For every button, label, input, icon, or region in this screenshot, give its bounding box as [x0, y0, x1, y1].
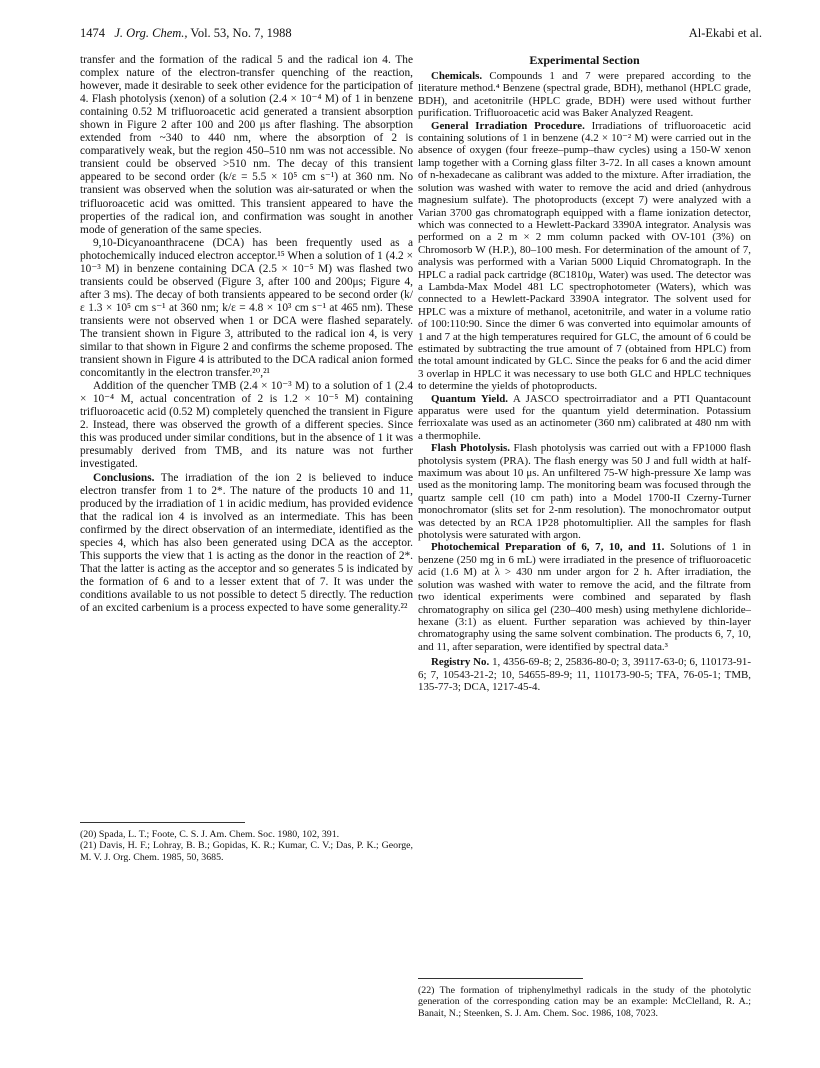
volume-info: Vol. 53, No. 7, 1988	[190, 26, 292, 40]
running-header	[80, 26, 762, 44]
footnote-rule	[418, 978, 583, 979]
paragraph-chemicals	[418, 70, 751, 120]
footnotes-left	[80, 822, 413, 863]
footnote-22: (22) The formation of triphenylmethyl radicals in the study of the photolytic generation of the corresponding cation may be an example: McClelland, R. A.; Banait, N.; Steenken, S. J. Am. Chem. Soc. 1986, 108, 7023.	[418, 985, 751, 1019]
registry-heading: Registry No.	[431, 656, 490, 669]
right-column	[418, 54, 751, 693]
quantum-yield-heading: Quantum Yield.	[431, 392, 509, 405]
conclusions-heading: Conclusions.	[93, 471, 155, 484]
footnote-rule	[80, 822, 245, 823]
footnotes-right	[418, 978, 751, 1019]
paragraph-tmb-quencher: Addition of the quencher TMB (2.4 × 10⁻³ M) to a solution of 1 (2.4 × 10⁻⁴ M, actual concentration of 2 is 1.2 × 10⁻⁵ M) containing trifluoroacetic acid (0.52 M) completely quenched the transient in Figure 2. Instead, there was observed the growth of a different species. Since this was produced under similar conditions, but in the absence of 1 it was presumably derived from TMB, and its nature was not further investigated.	[80, 380, 413, 471]
quantum-yield-text: A JASCO spectroirradiator and a PTI Quantacount apparatus were used for the quantum yield determination. Potassium ferrioxalate was used as an actinometer (360 nm) calibrated at 480 nm with a thermophile.	[418, 392, 751, 442]
preparation-heading: Photochemical Preparation of 6, 7, 10, and 11.	[431, 541, 665, 554]
paragraph-photochemical-preparation	[418, 541, 751, 653]
section-title: Experimental Section	[529, 53, 640, 67]
preparation-text: Solutions of 1 in benzene (250 mg in 6 mL) were irradiated in the presence of trifluoroacetic acid (1.6 M) at λ > 430 nm under argon for 2 h. After irradiation, the solution was washed with water to remove the acid, and the filtrate from two identical experiments were combined and separated by flash chromatography on silica gel (230–400 mesh) using methylene dichloride–hexane (3:1) as eluent. Further separation was achieved by thin-layer chromatography using the same solvent combination. The products 6, 7, 10, and 11, after separation, were identified by spectral data.³	[418, 541, 751, 653]
chemicals-heading: Chemicals.	[431, 70, 483, 83]
page-number: 1474	[80, 26, 105, 40]
paragraph-conclusions	[80, 472, 413, 616]
irradiation-heading: General Irradiation Procedure.	[431, 119, 585, 132]
registry-text: 1, 4356-69-8; 2, 25836-80-0; 3, 39117-63-0; 6, 110173-91-6; 7, 10543-21-2; 10, 54655-89-9; 11, 110173-90-5; TFA, 76-05-1; TMB, 135-77-3; DCA, 1217-45-4.	[418, 656, 751, 693]
header-left	[80, 26, 292, 41]
left-column	[80, 54, 413, 615]
flash-photolysis-text: Flash photolysis was carried out with a FP1000 flash photolysis system (PRA). The flash energy was 50 J and full width at half-maximum was about 10 μs. An unfiltered 75-W high-pressure Xe lamp was used as the monitoring lamp. The monitoring beam was focused through the quartz sample cell (10 cm path) into a Model 1700-II Czerny-Turner monochromator (slits set for 2-nm resolution). The monochromator output was detected by an RCA 1P28 photomultiplier. All the samples for flash photolysis were saturated with argon.	[418, 442, 751, 542]
footnote-21: (21) Davis, H. F.; Lohray, B. B.; Gopidas, K. R.; Kumar, C. V.; Das, P. K.; George, M. V. J. Org. Chem. 1985, 50, 3685.	[80, 840, 413, 863]
paragraph-transient-observation: transfer and the formation of the radical 5 and the radical ion 4. The complex nature of the electron-transfer quenching of the reaction, however, made it desirable to seek other evidence for the participation of 4. Flash photolysis (xenon) of a solution (2.4 × 10⁻⁴ M) of 1 in benzene containing 0.52 M trifluoroacetic acid generated a transient absorption shown in Figure 2 after 100 and 200 μs after flashing. The absorption extended from ~340 to 440 nm, where the absorption of 2 is comparatively weak, but the region 450–510 nm was not accessible. No transient could be observed >510 nm. The decay of this transient appeared to be second order (k/ε = 5.5 × 10⁵ cm s⁻¹) at 360 nm. No transient was observed when the solution was air-saturated or when the trifluoroacetic acid was omitted. This transient appeared to have the properties of the radical ion, and confirmation was sought in another mode of generation of the same species.	[80, 54, 413, 236]
journal-name: J. Org. Chem.,	[114, 26, 188, 40]
paragraph-dca-acceptor: 9,10-Dicyanoanthracene (DCA) has been frequently used as a photochemically induced electron acceptor.¹⁵ When a solution of 1 (4.2 × 10⁻³ M) in benzene containing DCA (2.5 × 10⁻⁵ M) was flashed two transients could be observed (Figure 3, after 100 and 200μs; Figure 4, after 3 ms). The decay of both transients appeared to be second order (k/ε 1.3 × 10⁵ cm s⁻¹ at 360 nm; k/ε = 4.8 × 10³ cm s⁻¹ at 465 nm). These transients were not observed when 1 or DCA were flashed separately. The transient shown in Figure 3, attributed to the radical ion 4, is very similar to that shown in Figure 2 and confirms the scheme proposed. The transient shown in Figure 4 is attributed to the DCA radical anion formed concomitantly in the electron transfer.²⁰,²¹	[80, 236, 413, 380]
paragraph-irradiation	[418, 120, 751, 393]
chemicals-text: Compounds 1 and 7 were prepared according to the literature method.⁴ Benzene (spectral grade, BDH), methanol (HPLC grade, BDH), and acetonitrile (HPLC grade, BDH) were used without further purification. Trifluoroacetic acid was Baker Analyzed Reagent.	[418, 70, 751, 120]
header-authors: Al-Ekabi et al.	[688, 26, 762, 40]
footnote-20: (20) Spada, L. T.; Foote, C. S. J. Am. Chem. Soc. 1980, 102, 391.	[80, 829, 340, 840]
paragraph-quantum-yield	[418, 393, 751, 443]
flash-photolysis-heading: Flash Photolysis.	[431, 442, 510, 455]
paragraph-registry	[418, 656, 751, 693]
paragraph-flash-photolysis	[418, 442, 751, 541]
irradiation-text: Irradiations of trifluoroacetic acid containing solutions of 1 in benzene (4.2 × 10⁻² M) were carried out in the absence of oxygen (four freeze–pump–thaw cycles) using a 150-W xenon lamp together with a Corning glass filter 3-72. In all cases a known amount of n-hexadecane as calibrant was added to the mixture. After irradiation, the solution was washed with water to remove the acid and dried (anhydrous magnesium sulfate). The photoproducts (except 7) were analyzed with a Varian 3700 gas chromatograph equipped with a flame ionization detector, which was connected to a Hewlett-Packard 3390A integrator. Analysis was performed on a 2 m × 2 mm column packed with OV-101 (3%) on Chromosorb W (H.P.), 80–100 mesh. For determination of the amount of 7, analysis was performed with a Varian 5000 Liquid Chromatograph. In the HPLC a radial pack cartridge (8C1810μ, Water) was used. The detector was a Lambda-Max Model 481 LC spectrophotometer (Waters), which was connected to a Hewlett-Packard 3390A integrator. The solvent used for HPLC was a mixture of methanol, acetonitrile, and water in a volume ratio of 100:110:90. Since the dimer 6 was converted into equimolar amounts of 1 and 7 at the high temperatures required for GLC, the amount of 6 could be estimated by subtracting the true amount of 7 (obtained from HPLC) from the total amount indicated by GLC. Since the peaks for 6 and the acid dimer 3 overlap in HPLC it was necessary to use both GLC and HPLC techniques to determine the yields of photoproducts.	[418, 119, 751, 393]
conclusions-text: The irradiation of the ion 2 is believed to induce electron transfer from 1 to 2*. The nature of the products 10 and 11, produced by the irradiation of 1 in acidic medium, has provided evidence that the radical ion 4 is involved as an intermediate. This has been confirmed by the direct observation of an intermediate, identified as the species 4, which has also been generated using DCA as the acceptor. This supports the view that 1 is acting as the donor in the reaction of 2*. That the latter is acting as the acceptor and so generates 5 is indicated by the formation of 6 and to a lesser extent that of 7. It was under the conditions available to us not possible to detect 5 directly. The reduction of an excited carbenium is a process expected to have some generality.²²	[80, 471, 413, 614]
